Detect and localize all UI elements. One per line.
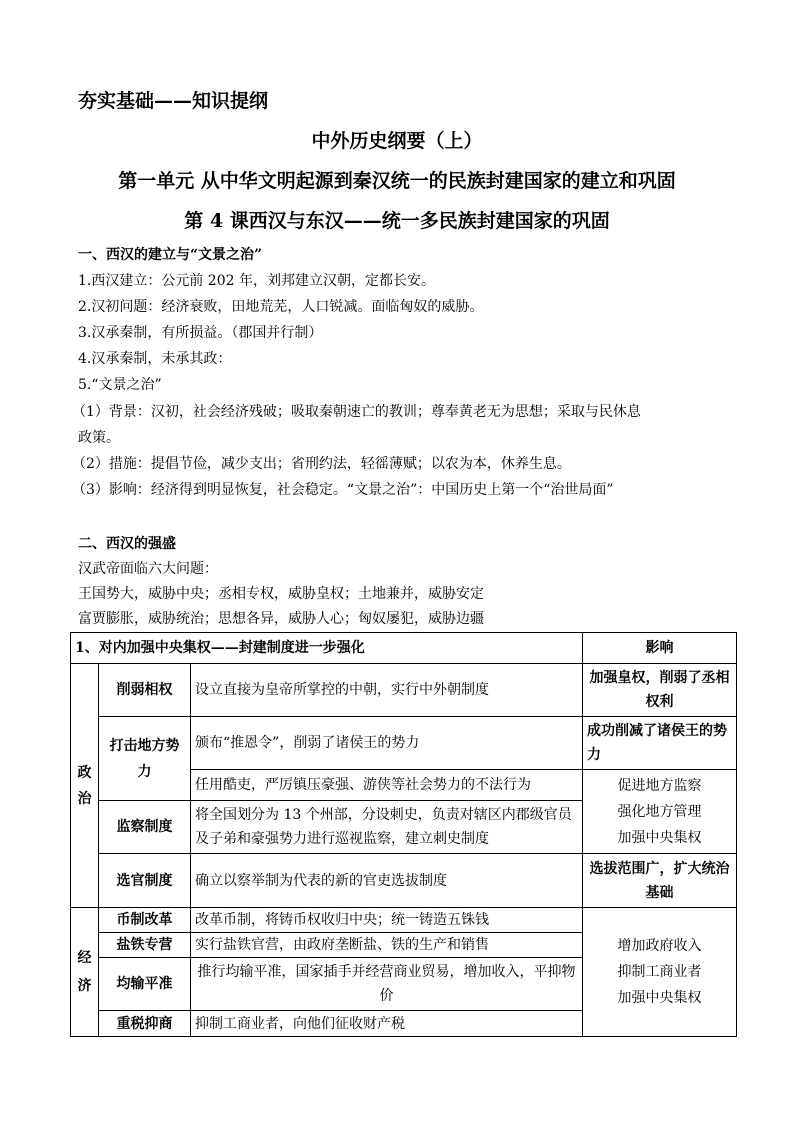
section2-p1: 汉武帝面临六大问题： bbox=[78, 561, 218, 577]
section1-p6a: （1）背景：汉初，社会经济残破；吸取秦朝速亡的教训；尊奉黄老无为思想；采取与民休息 bbox=[72, 404, 641, 420]
table-row bbox=[71, 854, 737, 908]
item-supervision-system: 监察制度 bbox=[99, 801, 191, 854]
section2-heading: 二、西汉的强盛 bbox=[78, 536, 176, 552]
category-politics: 政治 bbox=[71, 664, 99, 908]
table-row bbox=[71, 664, 737, 717]
section1-p1: 1.西汉建立：公元前 202 年，刘邦建立汉朝，定都长安。 bbox=[78, 273, 435, 289]
measure-supervision-system: 将全国划分为 13 个州部，分设刺史，负责对辖区内郡级官员及子弟和豪强势力进行巡视监察，建立刺史制度 bbox=[191, 801, 583, 854]
table-header-main: 1、对内加强中央集权——封建制度进一步强化 bbox=[71, 633, 583, 664]
table-header-effect: 影响 bbox=[583, 633, 737, 664]
effect-tuien-decree: 成功削减了诸侯王的势力 bbox=[583, 717, 737, 770]
lesson-title: 第 4 课西汉与东汉——统一多民族封建国家的巩固 bbox=[184, 210, 610, 232]
section2-p3: 富贾膨胀，威胁统治；思想各异，威胁人心；匈奴屡犯，威胁边疆 bbox=[78, 611, 484, 627]
section1-p2: 2.汉初问题：经济衰败，田地荒芜，人口锐减。面临匈奴的威胁。 bbox=[78, 299, 484, 315]
effect-official-selection: 选拔范围广，扩大统治基础 bbox=[583, 854, 737, 908]
section2-p2: 王国势大，威胁中央；丞相专权，威胁皇权；土地兼并，威胁安定 bbox=[78, 586, 484, 602]
measure-tuien-decree: 颁布“推恩令”，削弱了诸侯王的势力 bbox=[191, 717, 583, 770]
policy-table bbox=[70, 632, 737, 1037]
section1-p4: 4.汉承秦制，未承其政： bbox=[78, 351, 232, 367]
category-economy: 经济 bbox=[71, 908, 99, 1037]
section1-p6b: 政策。 bbox=[78, 430, 120, 446]
section1-heading: 一、西汉的建立与“文景之治” bbox=[78, 247, 263, 263]
section1-p5: 5.“文景之治” bbox=[78, 377, 162, 393]
measure-currency-reform: 改革币制，将铸币权收归中央；统一铸造五铢钱 bbox=[191, 908, 583, 933]
measure-salt-iron: 实行盐铁官营，由政府垄断盐、铁的生产和销售 bbox=[191, 933, 583, 958]
section1-p8: （3）影响：经济得到明显恢复，社会稳定。“文景之治”：中国历史上第一个“治世局面” bbox=[72, 482, 614, 498]
measure-official-selection: 确立以察举制为代表的新的官吏选拔制度 bbox=[191, 854, 583, 908]
table-row bbox=[71, 717, 737, 770]
item-salt-iron: 盐铁专营 bbox=[99, 933, 191, 958]
item-strike-local-powers: 打击地方势力 bbox=[99, 717, 191, 801]
section1-p7: （2）措施：提倡节俭，减少支出；省刑约法，轻徭薄赋；以农为本，休养生息。 bbox=[72, 456, 571, 472]
effect-weaken-chancellor: 加强皇权，削弱了丞相权利 bbox=[583, 664, 737, 717]
top-label: 夯实基础——知识提纲 bbox=[78, 90, 269, 112]
item-heavy-tax: 重税抑商 bbox=[99, 1011, 191, 1037]
effect-economy: 增加政府收入 抑制工商业者 加强中央集权 bbox=[583, 908, 737, 1037]
item-currency-reform: 币制改革 bbox=[99, 908, 191, 933]
section1-p3: 3.汉承秦制，有所损益。（郡国并行制） bbox=[78, 325, 323, 341]
item-official-selection: 选官制度 bbox=[99, 854, 191, 908]
table-row bbox=[71, 908, 737, 933]
measure-weaken-chancellor: 设立直接为皇帝所掌控的中朝，实行中外朝制度 bbox=[191, 664, 583, 717]
table-header-row bbox=[71, 633, 737, 664]
unit-title: 第一单元 从中华文明起源到秦汉统一的民族封建国家的建立和巩固 bbox=[118, 170, 676, 192]
measure-junshu-pingzhun: 推行均输平准，国家插手并经营商业贸易，增加收入，平抑物价 bbox=[191, 958, 583, 1011]
item-weaken-chancellor: 削弱相权 bbox=[99, 664, 191, 717]
measure-harsh-officials: 任用酷吏，严厉镇压豪强、游侠等社会势力的不法行为 bbox=[191, 770, 583, 801]
item-junshu-pingzhun: 均输平准 bbox=[99, 958, 191, 1011]
book-title: 中外历史纲要（上） bbox=[311, 130, 483, 152]
measure-heavy-tax: 抑制工商业者，向他们征收财产税 bbox=[191, 1011, 583, 1037]
effect-supervision: 促进地方监察 强化地方管理 加强中央集权 bbox=[583, 770, 737, 854]
